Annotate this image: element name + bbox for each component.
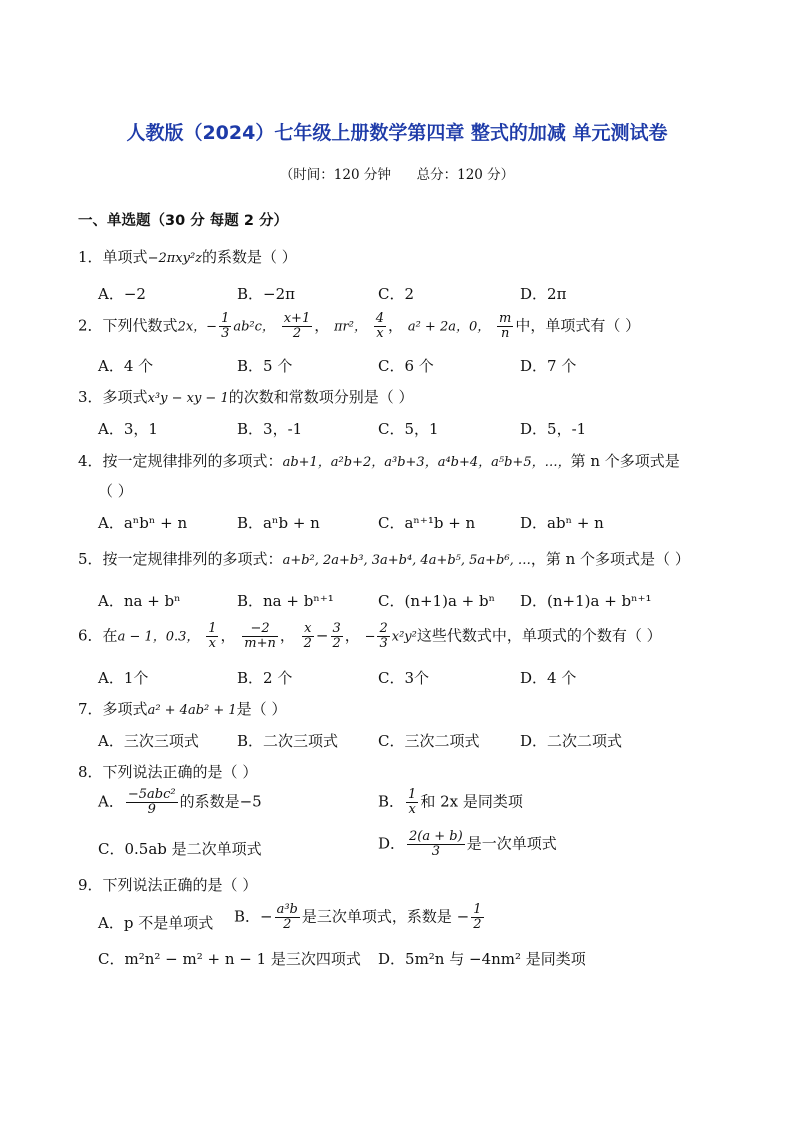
question-1	[78, 246, 297, 267]
option-b: B．aⁿb + n	[237, 514, 320, 532]
option-a: A．4 个	[98, 357, 154, 375]
fraction: $\frac{4}{x}$	[375, 311, 385, 341]
question-text: 中，单项式有（ ）	[515, 316, 641, 335]
fraction: $\frac{2}{3}$	[379, 621, 388, 651]
question-number: 6．	[78, 626, 103, 645]
option-a: A．1个	[98, 669, 149, 687]
question-8	[78, 761, 257, 782]
option-d: D．7 个	[520, 357, 577, 375]
question-number: 1．	[78, 248, 103, 266]
option-b: B．− $\frac{\text{a³b}}{2}$ 是三次单项式，系数是 − $\frac{1}{2}$	[234, 902, 482, 932]
question-text: 下列代数式	[102, 316, 178, 335]
question-number: 8．	[78, 763, 103, 781]
question-text: 的次数和常数项分别是（ ）	[228, 388, 414, 406]
option-b: B． $\frac{1}{x}$ 和 2x 是同类项	[378, 787, 523, 817]
question-5	[78, 548, 690, 569]
question-number: 3．	[78, 388, 103, 406]
option-c: C．(n+1)a + bⁿ	[378, 592, 496, 610]
math-term: a − 1，0.3，	[117, 629, 200, 645]
option-b: B．−2π	[237, 285, 295, 303]
option-c: C．m²n² − m² + n − 1 是三次四项式	[98, 950, 361, 968]
fraction: $\frac{2(a + b)}{3}$	[409, 829, 463, 859]
fraction: $\frac{1}{x}$	[208, 621, 217, 651]
question-9	[78, 874, 257, 895]
option-c: C．aⁿ⁺¹b + n	[378, 514, 476, 532]
fraction: $\frac{-2}{m+n}$	[244, 621, 276, 651]
question-text: 第 n 个多项式是	[570, 452, 680, 470]
option-c: C．2	[378, 285, 415, 303]
option-a: A． $\frac{\text{−5abc²}}{9}$ 的系数是−5	[98, 787, 262, 817]
math-term: πr²，	[334, 319, 367, 335]
math-expression: a+b², 2a+b³, 3a+b⁴, 4a+b⁵, 5a+b⁶, …	[282, 553, 531, 568]
question-text: 按一定规律排列的多项式：	[102, 452, 283, 470]
option-b: B．二次三项式	[237, 732, 339, 750]
section-heading: 一、单选题（30 分 每题 2 分）	[78, 213, 288, 229]
option-b: B．5 个	[237, 357, 293, 375]
question-6: 6．在a − 1，0.3， $\frac{1}{x}$ ， $\frac{-2}{m+n}$ ， $\frac{x}{2}$ − $\frac{3}{2}$ ， − $\frac{2}{3}$ x²y²这些代数式中，单项式的个数有（ ）	[78, 621, 662, 651]
question-text: 这些代数式中，单项式的个数有（ ）	[416, 626, 662, 645]
question-text: 多项式	[102, 700, 148, 718]
option-d: D．5，-1	[520, 420, 587, 438]
option-c: C．6 个	[378, 357, 434, 375]
option-d: D．2π	[520, 285, 567, 303]
answer-blank: （ ）	[98, 482, 133, 500]
option-a: A．−2	[98, 285, 146, 303]
option-b: B．3，-1	[237, 420, 303, 438]
math-term: a² + 2a，0，	[407, 319, 491, 335]
question-text: 是（ ）	[236, 700, 287, 718]
fraction: $\frac{\text{−5abc²}}{9}$	[127, 787, 176, 817]
fraction: $\frac{1}{x}$	[408, 787, 417, 817]
question-number: 7．	[78, 700, 103, 718]
option-c: C．三次二项式	[378, 732, 480, 750]
option-c: C．3个	[378, 669, 430, 687]
question-number: 4．	[78, 452, 103, 470]
question-text: 下列说法正确的是（ ）	[102, 763, 258, 781]
fraction: $\frac{m}{n}$	[499, 311, 512, 341]
question-3	[78, 386, 414, 407]
math-expression: a² + 4ab² + 1	[147, 703, 237, 718]
option-c: C．5，1	[378, 420, 439, 438]
option-c: C．0.5ab 是二次单项式	[98, 840, 262, 858]
option-d: D．abⁿ + n	[520, 514, 604, 532]
option-a: A．aⁿbⁿ + n	[98, 514, 188, 532]
question-text: 多项式	[102, 388, 148, 406]
option-a: A．na + bⁿ	[98, 592, 181, 610]
fraction: $\frac{x}{2}$	[303, 621, 312, 651]
option-b: B．2 个	[237, 669, 293, 687]
fraction: $\frac{1}{3}$	[221, 311, 230, 341]
question-text: 的系数是（ ）	[202, 248, 297, 266]
option-d: D．4 个	[520, 669, 577, 687]
option-d: D．(n+1)a + bⁿ⁺¹	[520, 592, 652, 610]
option-d: D．二次二项式	[520, 732, 623, 750]
page-title: 人教版（2024）七年级上册数学第四章 整式的加减 单元测试卷	[126, 122, 668, 144]
question-text: 按一定规律排列的多项式：	[102, 550, 283, 568]
option-a: A．p 不是单项式	[98, 914, 214, 932]
math-term: x²y²	[391, 629, 417, 645]
question-text: 单项式	[102, 248, 148, 266]
fraction: $\frac{1}{2}$	[473, 902, 482, 932]
math-term: ab²c，	[233, 319, 275, 335]
option-a: A．三次三项式	[98, 732, 199, 750]
question-number: 5．	[78, 550, 103, 568]
math-term: −	[364, 629, 376, 645]
option-d: D． $\frac{2(a + b)}{3}$ 是一次单项式	[378, 829, 557, 859]
math-expression: ab+1，a²b+2，a³b+3，a⁴b+4，a⁵b+5，…，	[282, 455, 571, 470]
math-term: 2x，	[177, 319, 207, 335]
math-expression: x³y − xy − 1	[147, 391, 229, 406]
question-text: 下列说法正确的是（ ）	[102, 876, 258, 894]
math-expression: −2πxy²z	[147, 251, 203, 266]
question-4	[78, 450, 680, 471]
exam-info: （时间：120 分钟 总分：120 分）	[279, 167, 515, 183]
question-text: 在	[102, 626, 118, 645]
option-a: A．3，1	[98, 420, 158, 438]
fraction: $\frac{3}{2}$	[332, 621, 341, 651]
question-text: ，第 n 个多项式是（ ）	[530, 550, 690, 568]
question-number: 2．	[78, 316, 103, 335]
fraction: $\frac{x+1}{2}$	[283, 311, 311, 341]
fraction: $\frac{\text{a³b}}{2}$	[276, 902, 298, 932]
option-d: D．5m²n 与 −4nm² 是同类项	[378, 950, 586, 968]
option-b: B．na + bⁿ⁺¹	[237, 592, 334, 610]
question-7	[78, 698, 286, 719]
question-number: 9．	[78, 876, 103, 894]
math-term: −	[206, 319, 218, 335]
question-2: 2．下列代数式2x，− $\frac{1}{3}$ ab²c， $\frac{x+1}{2}$ ， πr²， $\frac{4}{x}$ ， a² + 2a，0， $\frac{m}{n}$ 中，单项式有（ ）	[78, 311, 641, 341]
